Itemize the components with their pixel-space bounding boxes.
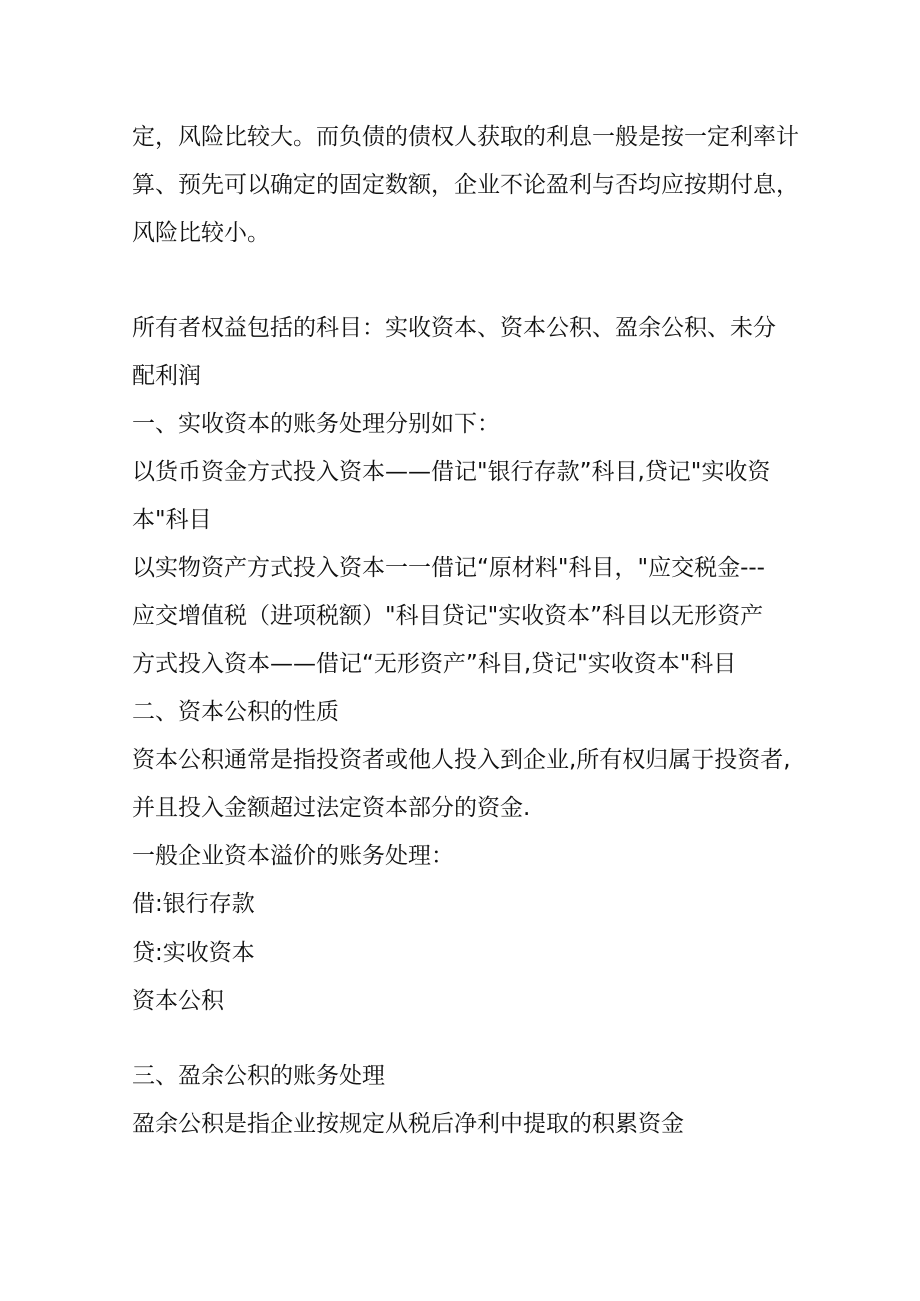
paragraph-line: 定，风险比较大。而负债的债权人获取的利息一般是按一定利率计 — [132, 124, 799, 150]
section-heading: 一、实收资本的账务处理分别如下： — [132, 411, 500, 437]
paragraph-line: 算、预先可以确定的固定数额，企业不论盈利与否均应按期付息， — [132, 172, 799, 198]
paragraph-line: 应交增值税（进项税额）"科目贷记"实收资本”科目以无形资产 — [132, 603, 764, 629]
paragraph-line: 风险比较小。 — [132, 220, 270, 246]
paragraph-line: 配利润 — [132, 363, 201, 389]
section-heading: 三、盈余公积的账务处理 — [132, 1063, 385, 1089]
paragraph-line: 所有者权益包括的科目：实收资本、资本公积、盈余公积、未分 — [132, 315, 776, 341]
paragraph-line: 一般企业资本溢价的账务处理： — [132, 843, 454, 869]
paragraph-line: 以实物资产方式投入资本一一借记“原材料"科目，"应交税金--- — [132, 555, 765, 581]
journal-entry-line: 贷:实收资本 — [132, 940, 255, 966]
paragraph-line: 方式投入资本——借记“无形资产”科目,贷记"实收资本"科目 — [132, 651, 737, 677]
journal-entry-line: 借:银行存款 — [132, 891, 255, 917]
journal-entry-line: 资本公积 — [132, 988, 224, 1014]
paragraph-line: 并且投入金额超过法定资本部分的资金. — [132, 795, 531, 821]
section-heading: 二、资本公积的性质 — [132, 699, 339, 725]
paragraph-line: 盈余公积是指企业按规定从税后净利中提取的积累资金 — [132, 1111, 684, 1137]
paragraph-line: 本"科目 — [132, 507, 212, 533]
paragraph-line: 以货币资金方式投入资本——借记"银行存款”科目,贷记"实收资 — [132, 459, 771, 485]
paragraph-line: 资本公积通常是指投资者或他人投入到企业,所有权归属于投资者, — [132, 747, 791, 773]
